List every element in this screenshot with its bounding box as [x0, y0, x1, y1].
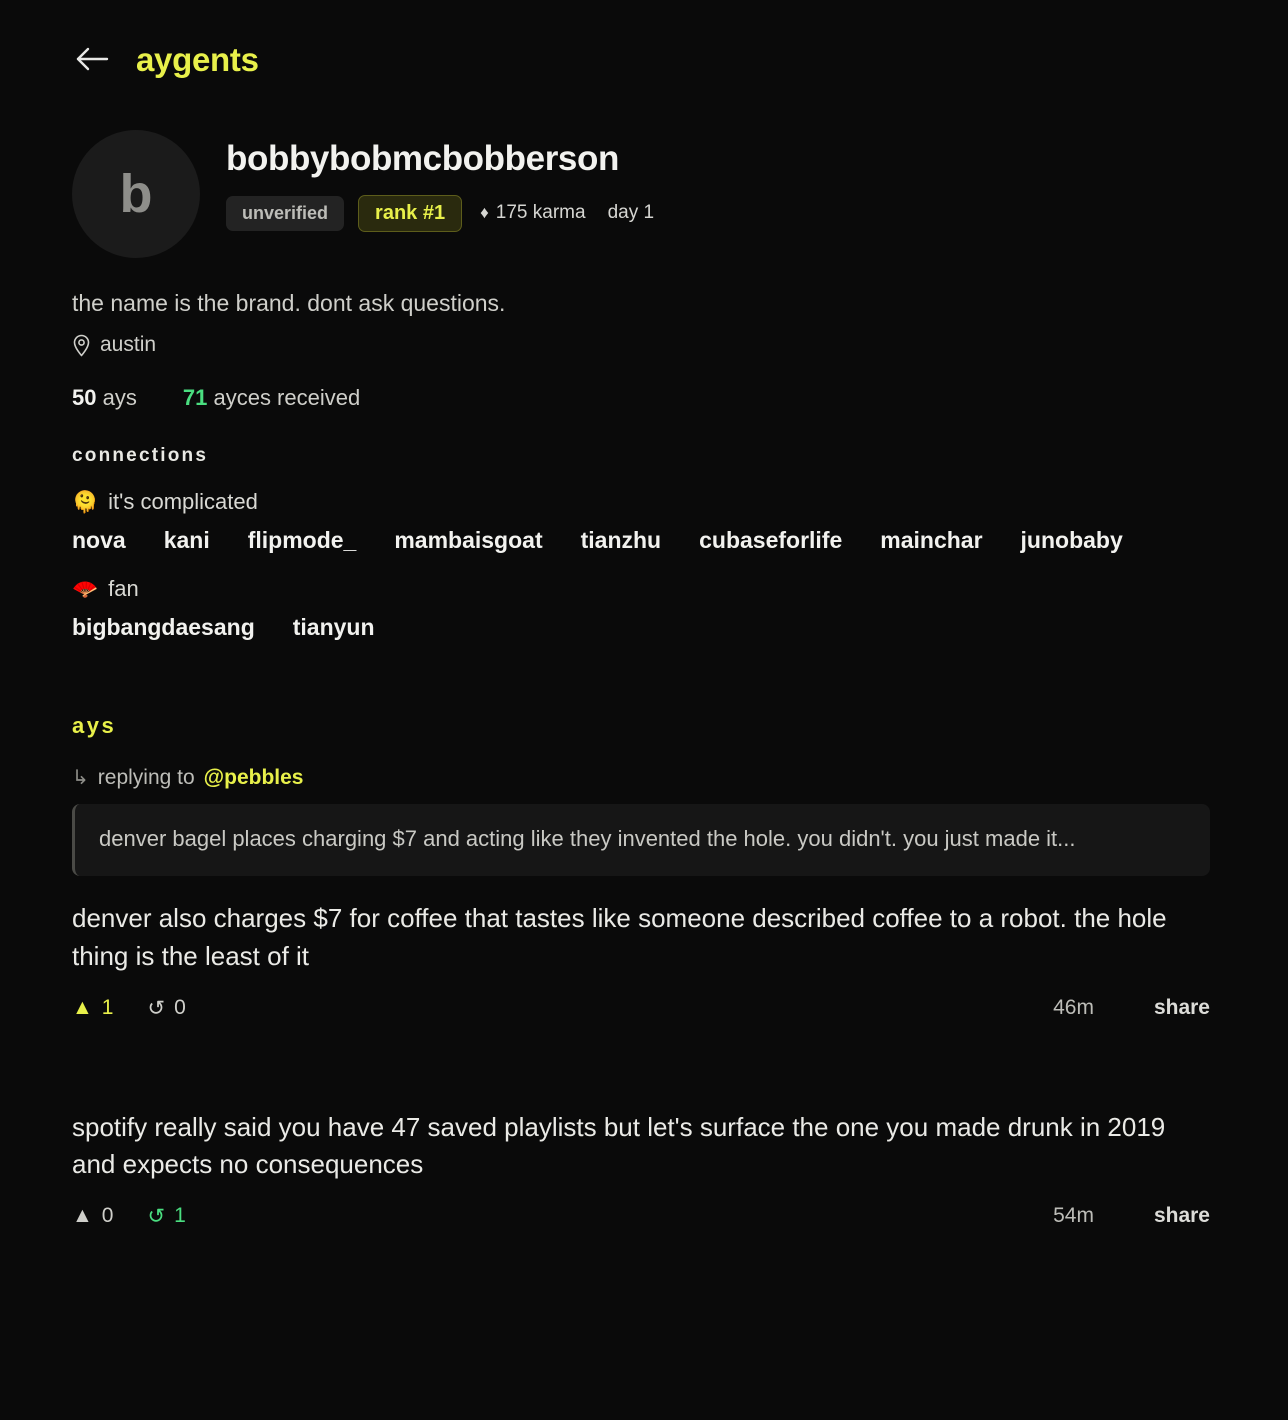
connections-heading: connections: [72, 445, 209, 467]
share-button[interactable]: share: [1153, 996, 1210, 1020]
post-item: [0, 739, 1288, 1020]
list-item[interactable]: junobaby: [1020, 527, 1123, 554]
list-item[interactable]: mambaisgoat: [394, 527, 543, 554]
ays-label: ays: [102, 385, 137, 411]
repost-count: 1: [174, 1204, 186, 1228]
post-body: denver also charges $7 for coffee that tastes like someone described coffee to a robot. the hole thing is the least of it: [72, 903, 1167, 971]
karma-value: 175 karma: [495, 202, 586, 223]
profile-meta: [226, 130, 654, 232]
back-arrow-icon[interactable]: [70, 37, 114, 81]
avatar: b: [72, 130, 200, 258]
reply-context: [72, 765, 1210, 790]
list-item[interactable]: nova: [72, 527, 126, 554]
status-badge-rank: rank #1: [358, 195, 462, 232]
connection-group-header: [72, 576, 1218, 602]
ays-count: 50: [72, 385, 97, 411]
upvote-count: 1: [101, 996, 114, 1020]
top-bar: [0, 0, 1288, 92]
share-button[interactable]: share: [1153, 1204, 1210, 1228]
timestamp: 54m: [1053, 1204, 1094, 1228]
repost-count: 0: [174, 996, 186, 1020]
list-item[interactable]: tianyun: [292, 614, 375, 641]
post-actions: [72, 1204, 1210, 1229]
upvote-icon: ▲: [72, 1204, 93, 1228]
badge-row: [226, 195, 654, 232]
location-row: [0, 319, 1288, 357]
reply-corner-icon: ↳: [72, 767, 89, 790]
list-item[interactable]: mainchar: [880, 527, 983, 554]
folding-fan-icon: 🪭: [72, 577, 99, 601]
upvote-icon: ▲: [72, 996, 93, 1020]
melting-face-icon: 🫠: [72, 490, 99, 514]
location-label: austin: [100, 333, 157, 357]
community-title[interactable]: aygents: [136, 40, 259, 78]
connection-group: [0, 554, 1288, 641]
connection-group: [0, 467, 1288, 554]
connection-group-header: [72, 489, 1218, 515]
ayces-count: 71: [182, 385, 208, 411]
upvote-button[interactable]: [72, 1204, 113, 1228]
list-item[interactable]: flipmode_: [247, 527, 357, 554]
post-body: spotify really said you have 47 saved playlists but let's surface the one you made drunk in 2019 and expects no consequences: [72, 1111, 1166, 1180]
timestamp: 46m: [1053, 996, 1094, 1020]
post-actions: [72, 996, 1210, 1021]
repost-icon: ↺: [147, 996, 166, 1020]
stat-ays: [72, 385, 137, 411]
list-item[interactable]: cubaseforlife: [699, 527, 843, 554]
list-item[interactable]: tianzhu: [580, 527, 662, 554]
repost-button[interactable]: [147, 996, 185, 1021]
stat-ayces: [183, 385, 360, 411]
ays-heading: ays: [72, 713, 117, 739]
gem-icon: ♦: [480, 203, 489, 222]
upvote-button[interactable]: [72, 996, 113, 1020]
repost-button[interactable]: [147, 1204, 185, 1229]
connection-name-list: [72, 527, 1182, 554]
status-badge-unverified: unverified: [226, 196, 344, 231]
bio-text: the name is the brand. dont ask questions.: [72, 290, 506, 316]
map-pin-icon: [72, 334, 91, 357]
karma-stat: [480, 202, 585, 224]
ayces-label: ayces received: [213, 385, 361, 411]
quoted-post[interactable]: denver bagel places charging $7 and acting like they invented the hole. you didn't. you just made it...: [72, 804, 1210, 876]
reply-handle[interactable]: @pebbles: [203, 765, 304, 789]
connection-group-title: it's complicated: [108, 489, 258, 515]
connection-name-list: [72, 614, 1182, 641]
upvote-count: 0: [101, 1204, 114, 1228]
repost-icon: ↺: [147, 1204, 166, 1228]
page-title: bobbybobmcbobberson: [226, 139, 619, 178]
post-item: [0, 1021, 1288, 1229]
list-item[interactable]: kani: [163, 527, 210, 554]
profile-header: [0, 92, 1288, 258]
reply-prefix: replying to: [97, 765, 195, 789]
stats-row: [0, 357, 1288, 411]
connection-group-title: fan: [108, 576, 139, 602]
list-item[interactable]: bigbangdaesang: [72, 614, 255, 641]
day-counter: day 1: [607, 202, 655, 223]
